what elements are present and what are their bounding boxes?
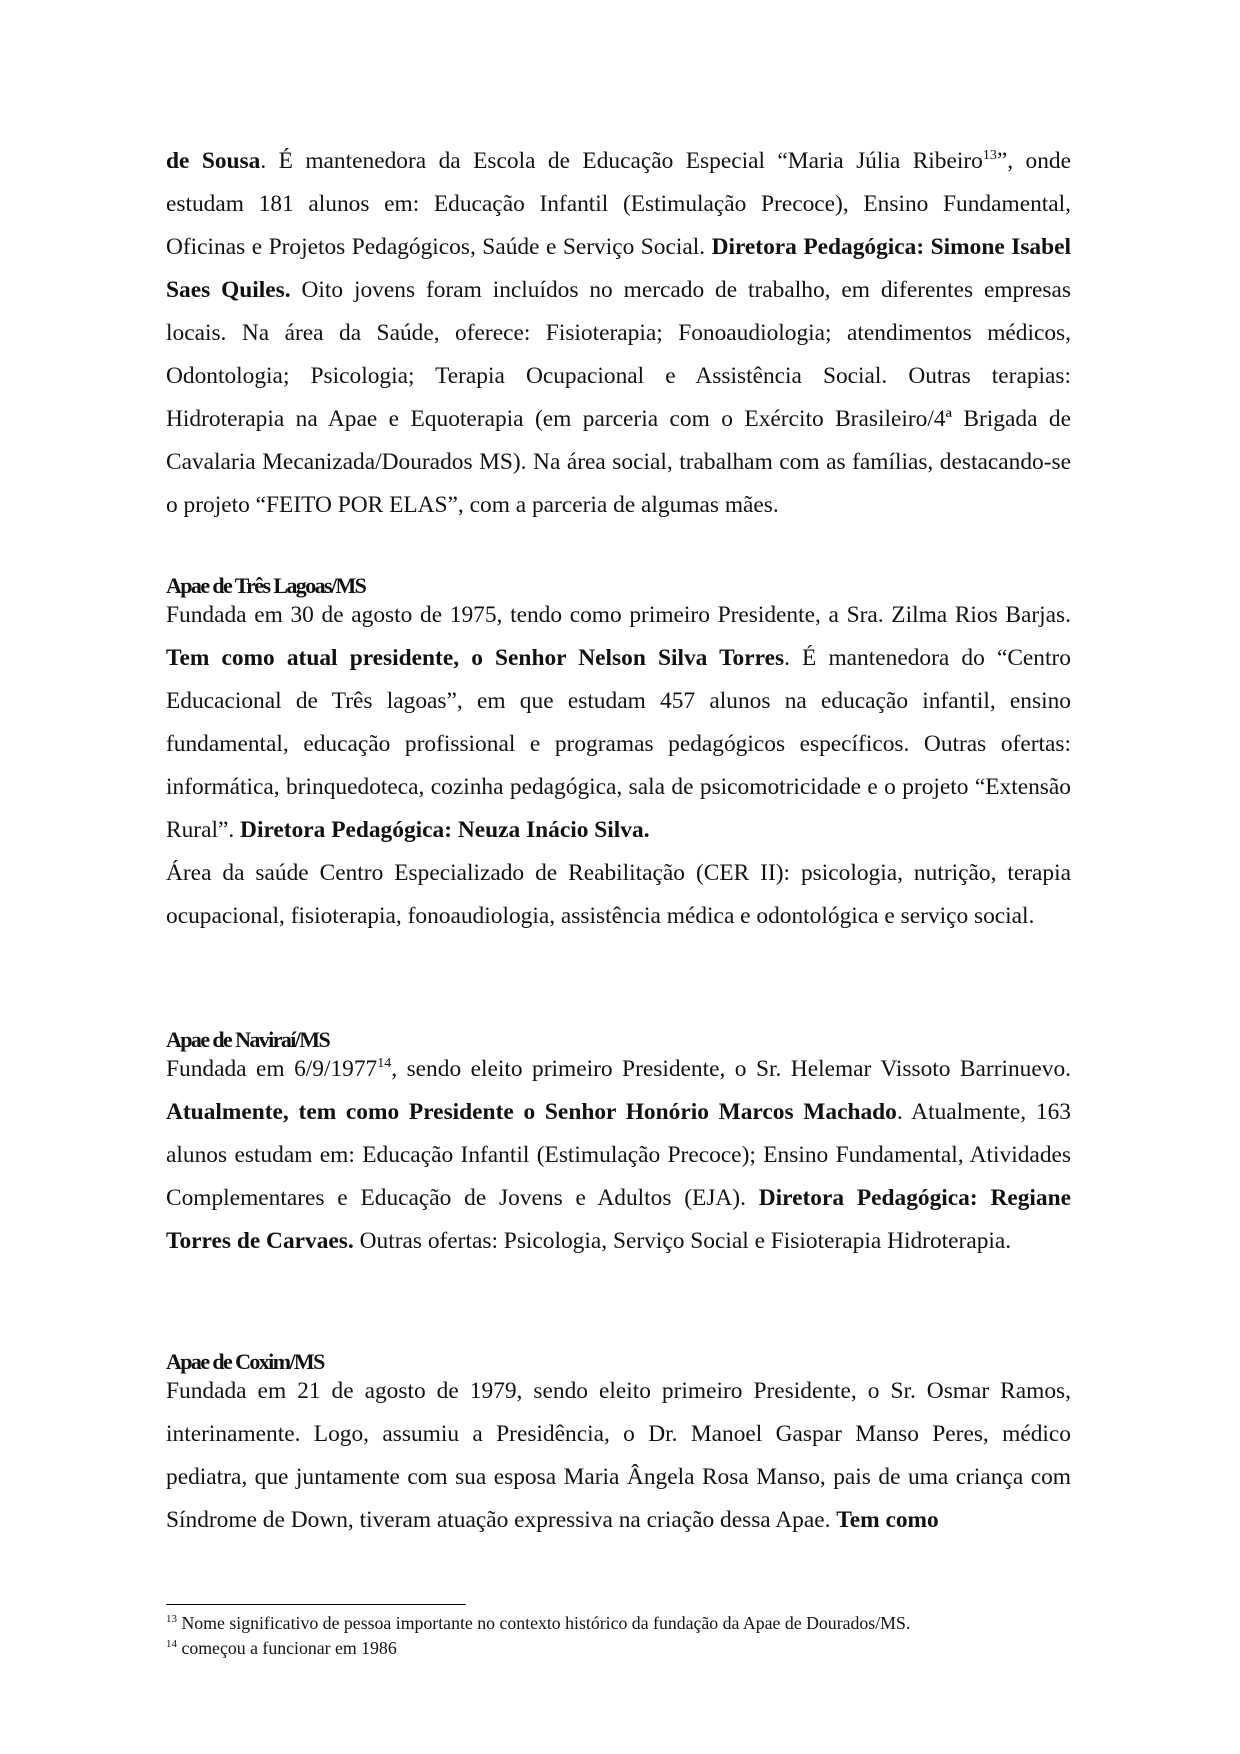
- paragraph-text: . Atualmente, 163 alunos estudam em: Educação Infantil (Estimulação Precoce); Ensino Fundamental, Atividades Complementares e Educação de Jovens e Adultos (EJA).: [166, 1099, 1071, 1211]
- director-bold: Diretora Pedagógica: Regiane Torres de Carvaes.: [166, 1185, 1072, 1254]
- bold-continuation: Tem como: [836, 1507, 939, 1533]
- footnote-number: 13: [166, 1613, 177, 1625]
- director-bold: Diretora Pedagógica: Simone Isabel Saes Quiles.: [166, 234, 1072, 303]
- footnote-number: 14: [166, 1638, 177, 1650]
- coxim-paragraph: [166, 1370, 1071, 1542]
- navirai-paragraph: [166, 1048, 1071, 1263]
- president-bold: Atualmente, tem como Presidente o Senhor Honório Marcos Machado: [166, 1099, 897, 1125]
- paragraph-text: Oito jovens foram incluídos no mercado de trabalho, em diferentes empresas locais. Na área da Saúde, oferece: Fisioterapia; Fonoaudiologia; atendimentos médicos, Odontologia; Psicologia; Terapia Ocupacional e Assistência Social. Outras terapias: Hidroterapia na Apae e Equoterapia (em parceria com o Exército Brasileiro/4ª Brigada de Cavalaria Mecanizada/Dourados MS). Na área social, trabalham com as famílias, destacando-se o projeto “FEITO POR ELAS”, com a parceria de algumas mães.: [166, 277, 1071, 518]
- paragraph-text: . É mantenedora da Escola de Educação Especial “Maria Júlia Ribeiro: [260, 148, 983, 174]
- paragraph-text: Fundada em 6/9/1977: [166, 1056, 378, 1082]
- footnote-13: [166, 1611, 1071, 1636]
- section-heading-tres-lagoas: Apae de Três Lagoas/MS: [166, 573, 366, 598]
- footnote-text: Nome significativo de pessoa importante no contexto histórico da fundação da Apae de Dourados/MS.: [177, 1613, 911, 1633]
- section-heading-coxim: Apae de Coxim/MS: [166, 1349, 324, 1374]
- director-bold: Diretora Pedagógica: Neuza Inácio Silva.: [240, 817, 650, 843]
- footnote-separator: [166, 1604, 466, 1605]
- section-heading-navirai: Apae de Naviraí/MS: [166, 1027, 330, 1052]
- paragraph-text: . É mantenedora do “Centro Educacional de Três lagoas”, em que estudam 457 alunos na educação infantil, ensino fundamental, educação profissional e programas pedagógicos específicos. Outras ofertas: informática, brinquedoteca, cozinha pedagógica, sala de psicomotricidade e o projeto “Extensão Rural”.: [166, 645, 1071, 843]
- health-paragraph: Área da saúde Centro Especializado de Reabilitação (CER II): psicologia, nutrição, terapia ocupacional, fisioterapia, fonoaudiologia, assistência médica e odontológica e serviço social.: [166, 860, 1071, 929]
- dourados-continuation-paragraph: [166, 140, 1071, 527]
- paragraph-text: , sendo eleito primeiro Presidente, o Sr. Helemar Vissoto Barrinuevo.: [391, 1056, 1071, 1082]
- footnote-ref-14: 14: [377, 1056, 392, 1071]
- footnote-14: [166, 1636, 1071, 1661]
- bold-name: de Sousa: [166, 148, 261, 174]
- paragraph-text: Fundada em 30 de agosto de 1975, tendo como primeiro Presidente, a Sra. Zilma Rios Barjas.: [166, 602, 1071, 628]
- paragraph-text: ”, onde estudam 181 alunos em: Educação Infantil (Estimulação Precoce), Ensino Fundamental, Oficinas e Projetos Pedagógicos, Saúde e Serviço Social.: [166, 148, 1072, 260]
- footnote-ref-13: 13: [982, 148, 997, 163]
- president-bold: Tem como atual presidente, o Senhor Nelson Silva Torres: [166, 645, 785, 671]
- tres-lagoas-paragraphs: [166, 594, 1071, 938]
- paragraph-text: Fundada em 21 de agosto de 1979, sendo eleito primeiro Presidente, o Sr. Osmar Ramos, interinamente. Logo, assumiu a Presidência, o Dr. Manoel Gaspar Manso Peres, médico pediatra, que juntamente com sua esposa Maria Ângela Rosa Manso, pais de uma criança com Síndrome de Down, tiveram atuação expressiva na criação dessa Apae.: [166, 1378, 1071, 1533]
- paragraph-text: Outras ofertas: Psicologia, Serviço Social e Fisioterapia Hidroterapia.: [353, 1228, 1012, 1254]
- footnote-text: começou a funcionar em 1986: [177, 1638, 397, 1658]
